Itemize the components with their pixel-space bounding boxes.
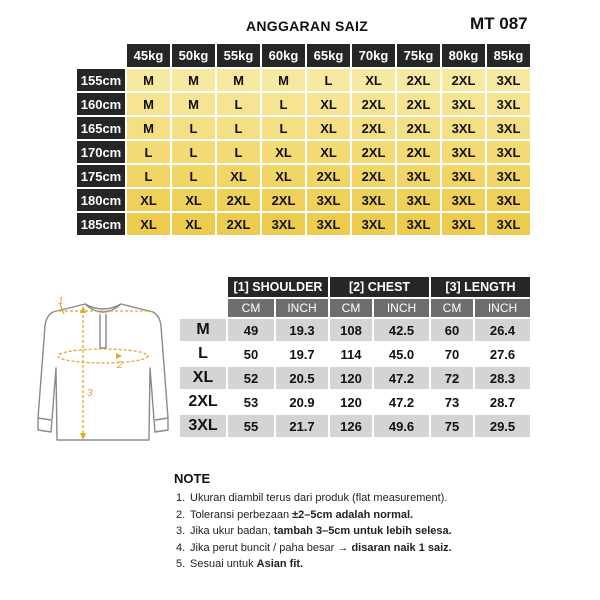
size-cell: L	[307, 69, 350, 91]
value-cell: 50	[228, 343, 274, 365]
value-cell: 73	[431, 391, 473, 413]
size-cell: L	[172, 117, 215, 139]
size-cell: 3XL	[442, 213, 485, 235]
size-cell: L	[127, 165, 170, 187]
group-chest: [2] CHEST	[330, 277, 429, 297]
size-cell: 3XL	[352, 213, 395, 235]
value-cell: 120	[330, 367, 372, 389]
value-cell: 27.6	[475, 343, 530, 365]
size-label: L	[180, 343, 226, 365]
value-cell: 72	[431, 367, 473, 389]
label-shoulder: 1	[58, 296, 64, 307]
size-cell: XL	[127, 189, 170, 211]
size-cell: L	[262, 117, 305, 139]
value-cell: 55	[228, 415, 274, 437]
size-cell: 3XL	[442, 189, 485, 211]
value-cell: 20.5	[276, 367, 328, 389]
weight-header: 60kg	[262, 44, 305, 67]
shirt-diagram	[28, 290, 178, 450]
note-title: NOTE	[174, 471, 211, 486]
size-cell: 3XL	[442, 141, 485, 163]
label-length: 3	[87, 388, 93, 399]
note-text: Sesuai untuk	[190, 558, 257, 570]
note-item	[176, 490, 452, 507]
table-row	[180, 343, 530, 365]
height-header: 180cm	[77, 189, 125, 211]
size-cell: 2XL	[397, 141, 440, 163]
weight-header: 70kg	[352, 44, 395, 67]
value-cell: 20.9	[276, 391, 328, 413]
size-cell: 3XL	[397, 213, 440, 235]
height-header: 185cm	[77, 213, 125, 235]
size-cell: L	[217, 117, 260, 139]
value-cell: 126	[330, 415, 372, 437]
size-guide-table	[75, 42, 532, 237]
size-cell: 3XL	[262, 213, 305, 235]
height-row	[77, 189, 530, 211]
value-cell: 45.0	[374, 343, 429, 365]
height-row	[77, 69, 530, 91]
value-cell: 49	[228, 319, 274, 341]
height-row	[77, 141, 530, 163]
value-cell: 70	[431, 343, 473, 365]
size-cell: XL	[262, 141, 305, 163]
unit-header: INCH	[374, 299, 429, 317]
note-number: 4.	[176, 541, 186, 554]
size-cell: 3XL	[397, 165, 440, 187]
unit-header-row	[180, 299, 530, 317]
size-cell: XL	[307, 117, 350, 139]
value-cell: 19.7	[276, 343, 328, 365]
table-row	[180, 319, 530, 341]
unit-header: CM	[431, 299, 473, 317]
height-header: 175cm	[77, 165, 125, 187]
size-cell: M	[172, 93, 215, 115]
value-cell: 60	[431, 319, 473, 341]
value-cell: 49.6	[374, 415, 429, 437]
size-cell: 3XL	[307, 189, 350, 211]
table-row	[180, 367, 530, 389]
note-number: 2.	[176, 508, 186, 521]
measurement-table	[178, 275, 532, 439]
value-cell: 108	[330, 319, 372, 341]
weight-header: 45kg	[127, 44, 170, 67]
corner-cell	[180, 299, 226, 317]
size-cell: L	[217, 93, 260, 115]
note-text: Toleransi perbezaan	[190, 508, 293, 521]
height-header: 165cm	[77, 117, 125, 139]
size-cell: 3XL	[487, 189, 530, 211]
size-cell: M	[262, 69, 305, 91]
size-label: 3XL	[180, 415, 226, 437]
weight-header: 85kg	[487, 44, 530, 67]
size-cell: 3XL	[487, 117, 530, 139]
size-cell: 2XL	[307, 165, 350, 187]
height-header: 155cm	[77, 69, 125, 91]
label-chest: 2	[117, 360, 123, 371]
size-cell: 3XL	[487, 69, 530, 91]
note-text: Jika perut buncit / paha besar →	[190, 541, 352, 554]
value-cell: 28.7	[475, 391, 530, 413]
size-cell: L	[127, 141, 170, 163]
size-cell: 2XL	[352, 117, 395, 139]
note-emphasis: disaran naik 1 saiz.	[351, 541, 452, 554]
note-number: 5.	[176, 558, 186, 570]
note-item	[176, 507, 452, 524]
note-item	[176, 556, 452, 573]
size-cell: XL	[352, 69, 395, 91]
weight-header: 65kg	[307, 44, 350, 67]
note-emphasis: Asian fit.	[256, 558, 304, 570]
note-emphasis: ±2–5cm adalah normal.	[292, 508, 414, 521]
size-cell: L	[217, 141, 260, 163]
value-cell: 53	[228, 391, 274, 413]
unit-header: INCH	[276, 299, 328, 317]
size-cell: 3XL	[487, 93, 530, 115]
size-cell: 3XL	[487, 213, 530, 235]
size-cell: 3XL	[487, 165, 530, 187]
height-row	[77, 165, 530, 187]
size-cell: M	[127, 117, 170, 139]
size-cell: M	[127, 93, 170, 115]
measurement-guides	[55, 304, 151, 440]
group-length: [3] LENGTH	[431, 277, 530, 297]
size-cell: L	[172, 165, 215, 187]
notes-list	[176, 490, 452, 573]
value-cell: 26.4	[475, 319, 530, 341]
height-row	[77, 213, 530, 235]
size-cell: 3XL	[397, 189, 440, 211]
size-cell: 2XL	[352, 165, 395, 187]
height-header: 170cm	[77, 141, 125, 163]
weight-header: 75kg	[397, 44, 440, 67]
size-label: M	[180, 319, 226, 341]
value-cell: 47.2	[374, 367, 429, 389]
size-cell: 3XL	[442, 93, 485, 115]
weight-header: 50kg	[172, 44, 215, 67]
size-cell: M	[172, 69, 215, 91]
value-cell: 42.5	[374, 319, 429, 341]
chart-title: ANGGARAN SAIZ	[245, 18, 369, 34]
value-cell: 21.7	[276, 415, 328, 437]
table-row	[180, 415, 530, 437]
weight-header: 80kg	[442, 44, 485, 67]
size-cell: 3XL	[487, 141, 530, 163]
weight-header-row	[77, 44, 530, 67]
size-cell: 3XL	[442, 117, 485, 139]
height-row	[77, 117, 530, 139]
size-cell: 2XL	[397, 117, 440, 139]
value-cell: 75	[431, 415, 473, 437]
note-text: Jika ukur badan,	[190, 525, 274, 537]
size-cell: 2XL	[442, 69, 485, 91]
value-cell: 47.2	[374, 391, 429, 413]
size-cell: XL	[307, 93, 350, 115]
corner-cell	[77, 44, 125, 67]
unit-header: CM	[228, 299, 274, 317]
size-cell: 2XL	[397, 93, 440, 115]
size-cell: M	[127, 69, 170, 91]
size-cell: 2XL	[352, 141, 395, 163]
size-cell: 3XL	[352, 189, 395, 211]
size-cell: L	[262, 93, 305, 115]
note-item	[176, 523, 452, 540]
value-cell: 120	[330, 391, 372, 413]
shirt-outline	[38, 304, 168, 440]
note-emphasis: tambah 3–5cm untuk lebih selesa.	[273, 525, 452, 537]
size-cell: XL	[172, 189, 215, 211]
size-cell: XL	[127, 213, 170, 235]
note-number: 1.	[176, 492, 186, 504]
size-cell: 2XL	[397, 69, 440, 91]
note-text: Ukuran diambil terus dari produk (flat measurement).	[190, 492, 448, 504]
corner-cell	[180, 277, 226, 297]
weight-header: 55kg	[217, 44, 260, 67]
group-shoulder: [1] SHOULDER	[228, 277, 328, 297]
size-cell: 2XL	[217, 189, 260, 211]
size-cell: XL	[307, 141, 350, 163]
size-cell: L	[172, 141, 215, 163]
size-cell: 2XL	[217, 213, 260, 235]
note-number: 3.	[176, 525, 186, 537]
height-header: 160cm	[77, 93, 125, 115]
size-cell: 3XL	[307, 213, 350, 235]
size-cell: 3XL	[442, 165, 485, 187]
size-cell: XL	[262, 165, 305, 187]
value-cell: 19.3	[276, 319, 328, 341]
value-cell: 28.3	[475, 367, 530, 389]
size-cell: 2XL	[352, 93, 395, 115]
unit-header: INCH	[475, 299, 530, 317]
value-cell: 29.5	[475, 415, 530, 437]
product-code: MT 087	[470, 14, 528, 33]
note-item	[176, 540, 452, 557]
size-cell: XL	[172, 213, 215, 235]
value-cell: 52	[228, 367, 274, 389]
table-row	[180, 391, 530, 413]
size-cell: 2XL	[262, 189, 305, 211]
size-label: XL	[180, 367, 226, 389]
size-label: 2XL	[180, 391, 226, 413]
size-cell: M	[217, 69, 260, 91]
size-cell: XL	[217, 165, 260, 187]
group-header-row	[180, 277, 530, 297]
height-row	[77, 93, 530, 115]
unit-header: CM	[330, 299, 372, 317]
value-cell: 114	[330, 343, 372, 365]
